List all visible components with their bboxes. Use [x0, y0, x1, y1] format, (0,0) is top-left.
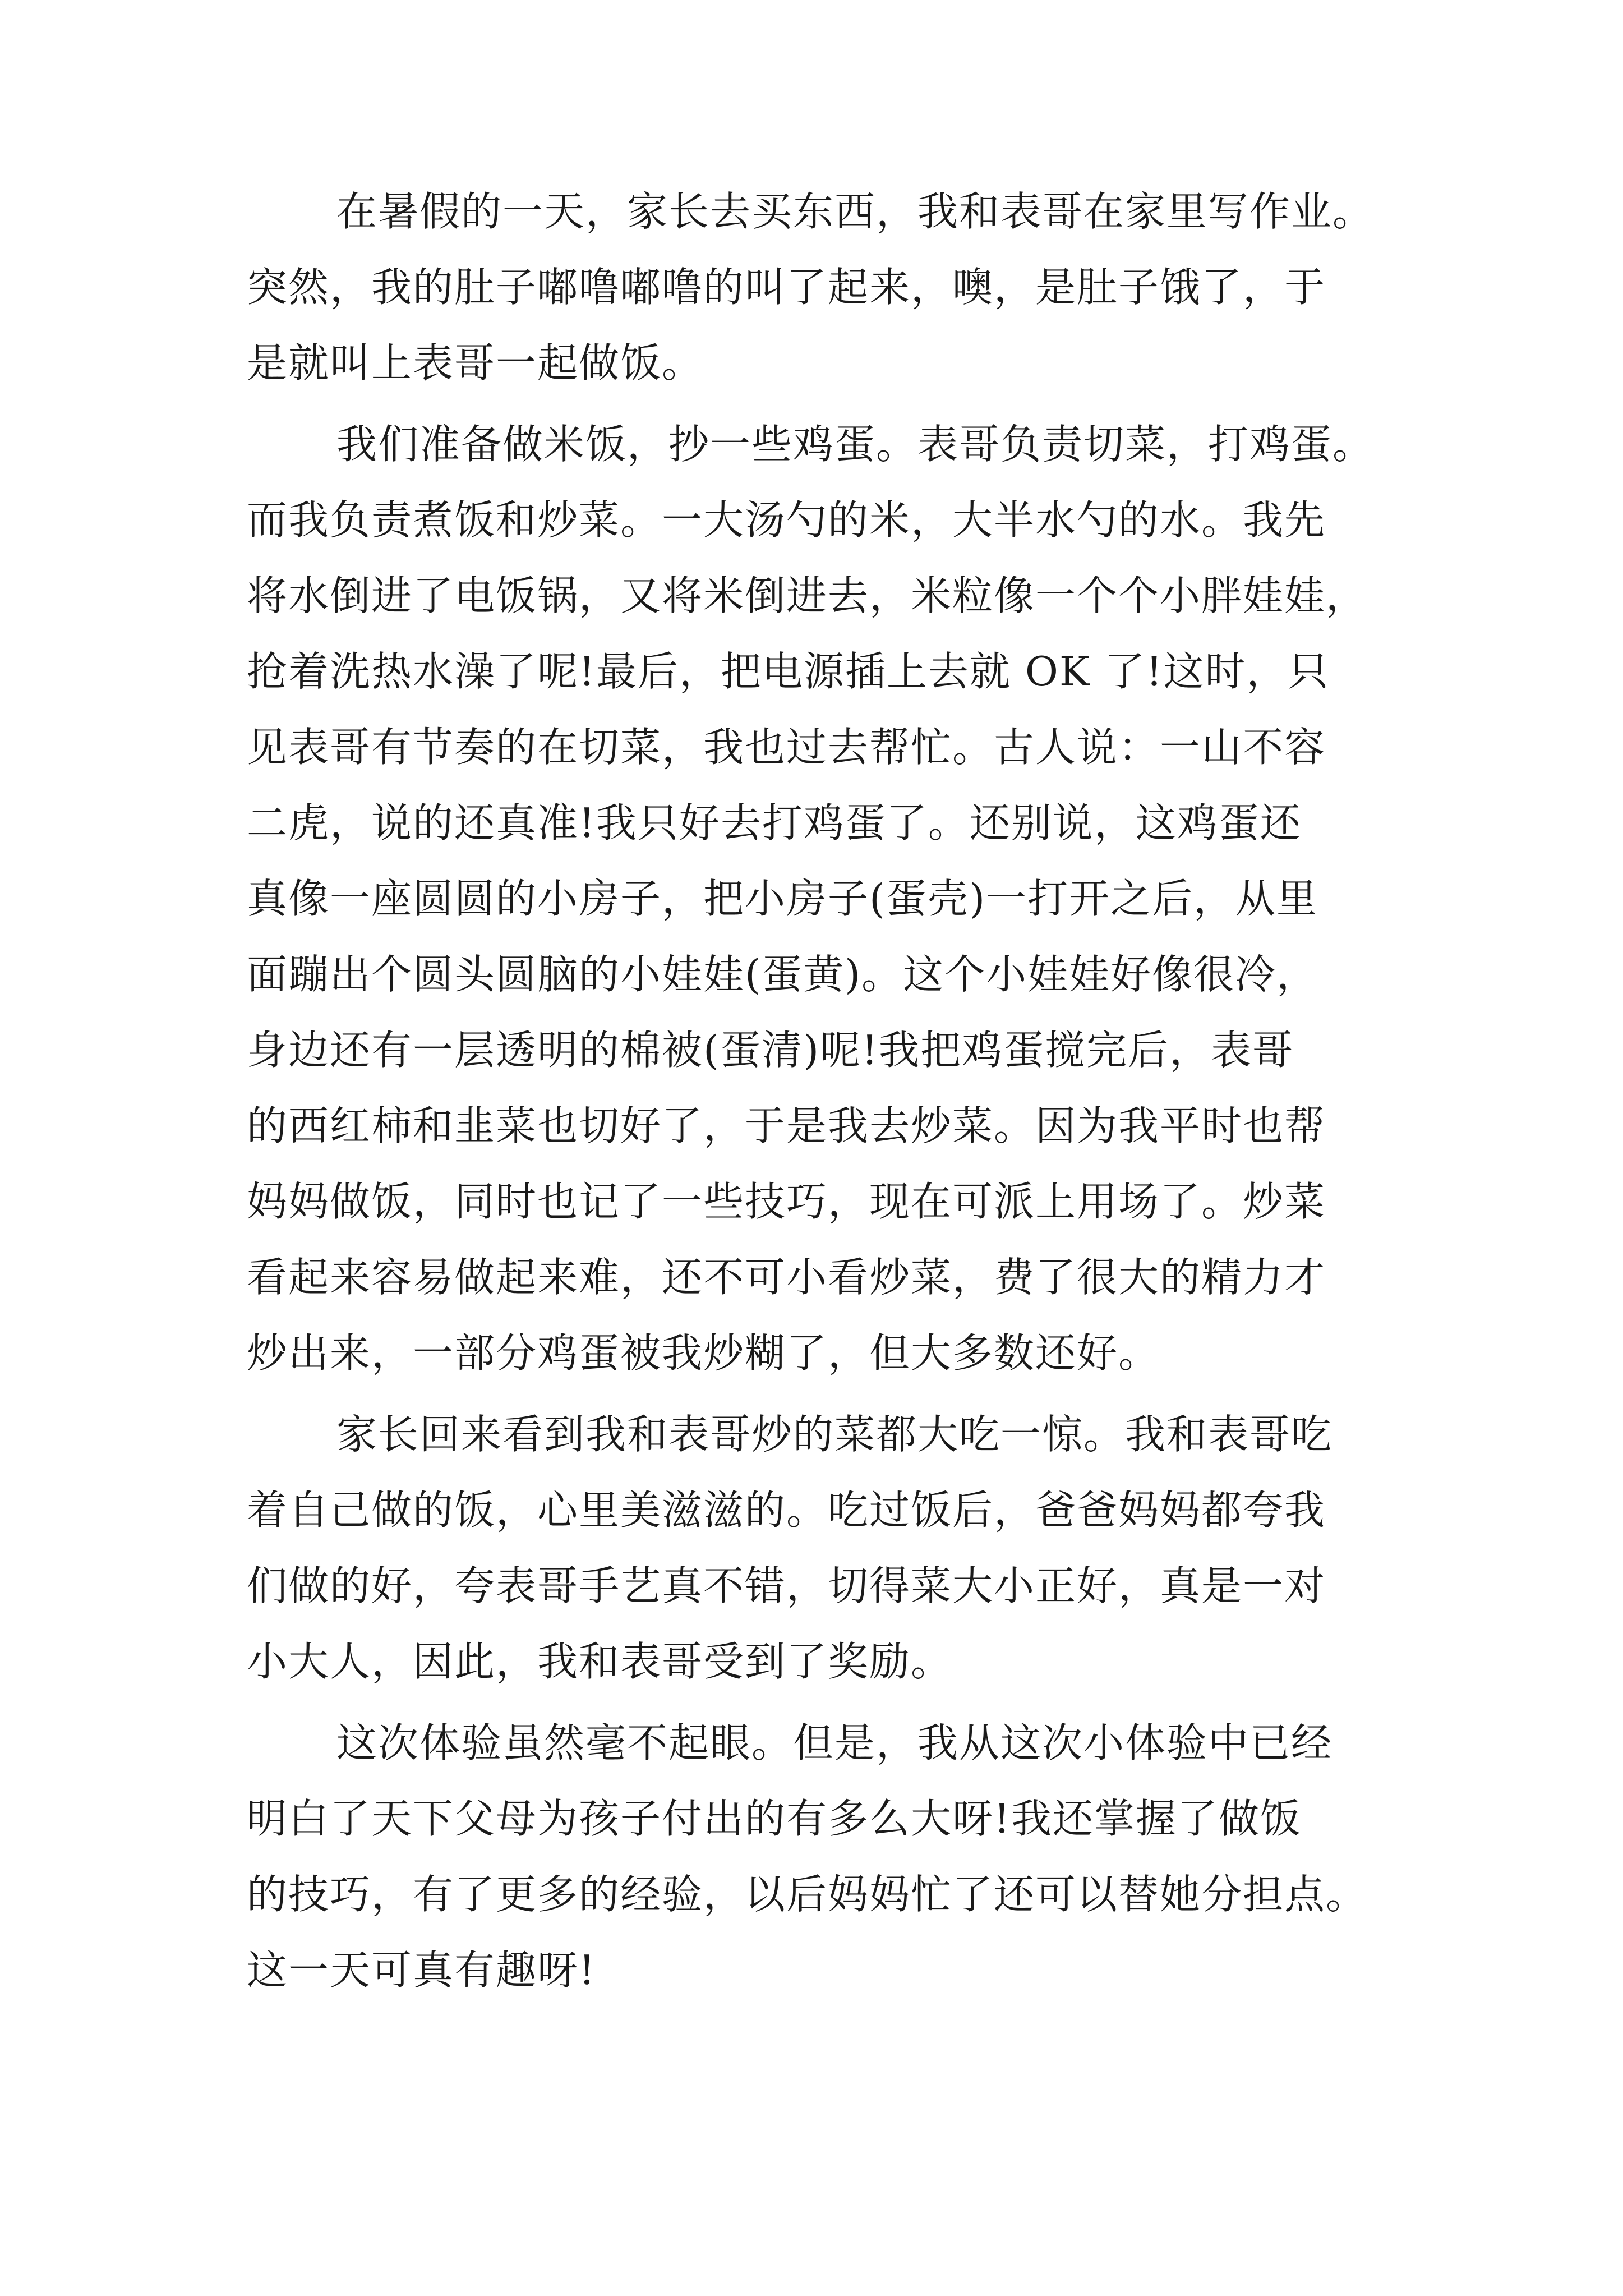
text-line: 在暑假的一天，家长去买东西，我和表哥在家里写作业。	[336, 188, 1375, 235]
paragraph-4	[247, 1705, 1391, 2008]
text-line: 家长回来看到我和表哥炒的菜都大吃一惊。我和表哥吃	[336, 1411, 1333, 1458]
text-line: 的技巧，有了更多的经验，以后妈妈忙了还可以替她分担点。	[247, 1871, 1368, 1918]
paragraph-3	[247, 1397, 1391, 1700]
text-line: 身边还有一层透明的棉被(蛋清)呢!我把鸡蛋搅完后，表哥	[247, 1027, 1294, 1074]
text-line: 小大人，因此，我和表哥受到了奖励。	[247, 1638, 953, 1685]
text-line: 抢着洗热水澡了呢!最后，把电源插上去就 OK 了!这时，只	[247, 648, 1330, 695]
text-line: 的西红柿和韭菜也切好了，于是我去炒菜。因为我平时也帮	[247, 1102, 1326, 1149]
text-line: 突然，我的肚子嘟噜嘟噜的叫了起来，噢，是肚子饿了，于	[247, 264, 1326, 311]
text-line: 是就叫上表哥一起做饭。	[247, 339, 704, 386]
text-line: 真像一座圆圆的小房子，把小房子(蛋壳)一打开之后，从里	[247, 875, 1318, 922]
paragraph-1	[247, 174, 1391, 401]
text-line: 面蹦出个圆头圆脑的小娃娃(蛋黄)。这个小娃娃好像很冷，	[247, 951, 1318, 998]
text-line: 炒出来，一部分鸡蛋被我炒糊了，但大多数还好。	[247, 1329, 1160, 1377]
text-line: 着自己做的饭，心里美滋滋的。吃过饭后，爸爸妈妈都夸我	[247, 1487, 1326, 1534]
text-line: 将水倒进了电饭锅，又将米倒进去，米粒像一个个小胖娃娃，	[247, 572, 1368, 619]
text-line: 这一天可真有趣呀!	[247, 1947, 596, 1994]
text-line: 明白了天下父母为孩子付出的有多么大呀!我还掌握了做饭	[247, 1795, 1302, 1842]
text-line: 妈妈做饭，同时也记了一些技巧，现在可派上用场了。炒菜	[247, 1178, 1326, 1225]
text-line: 见表哥有节奏的在切菜，我也过去帮忙。古人说：一山不容	[247, 724, 1326, 771]
text-line: 而我负责煮饭和炒菜。一大汤勺的米，大半水勺的水。我先	[247, 496, 1326, 544]
text-line: 这次体验虽然毫不起眼。但是，我从这次小体验中已经	[336, 1719, 1333, 1766]
text-line: 看起来容易做起来难，还不可小看炒菜，费了很大的精力才	[247, 1254, 1326, 1301]
text-line: 二虎，说的还真准!我只好去打鸡蛋了。还别说，这鸡蛋还	[247, 799, 1302, 846]
text-line: 们做的好，夸表哥手艺真不错，切得菜大小正好，真是一对	[247, 1562, 1326, 1609]
paragraph-2	[247, 407, 1391, 1391]
essay-body	[247, 174, 1391, 2008]
text-line: 我们准备做米饭，抄一些鸡蛋。表哥负责切菜，打鸡蛋。	[336, 421, 1375, 468]
